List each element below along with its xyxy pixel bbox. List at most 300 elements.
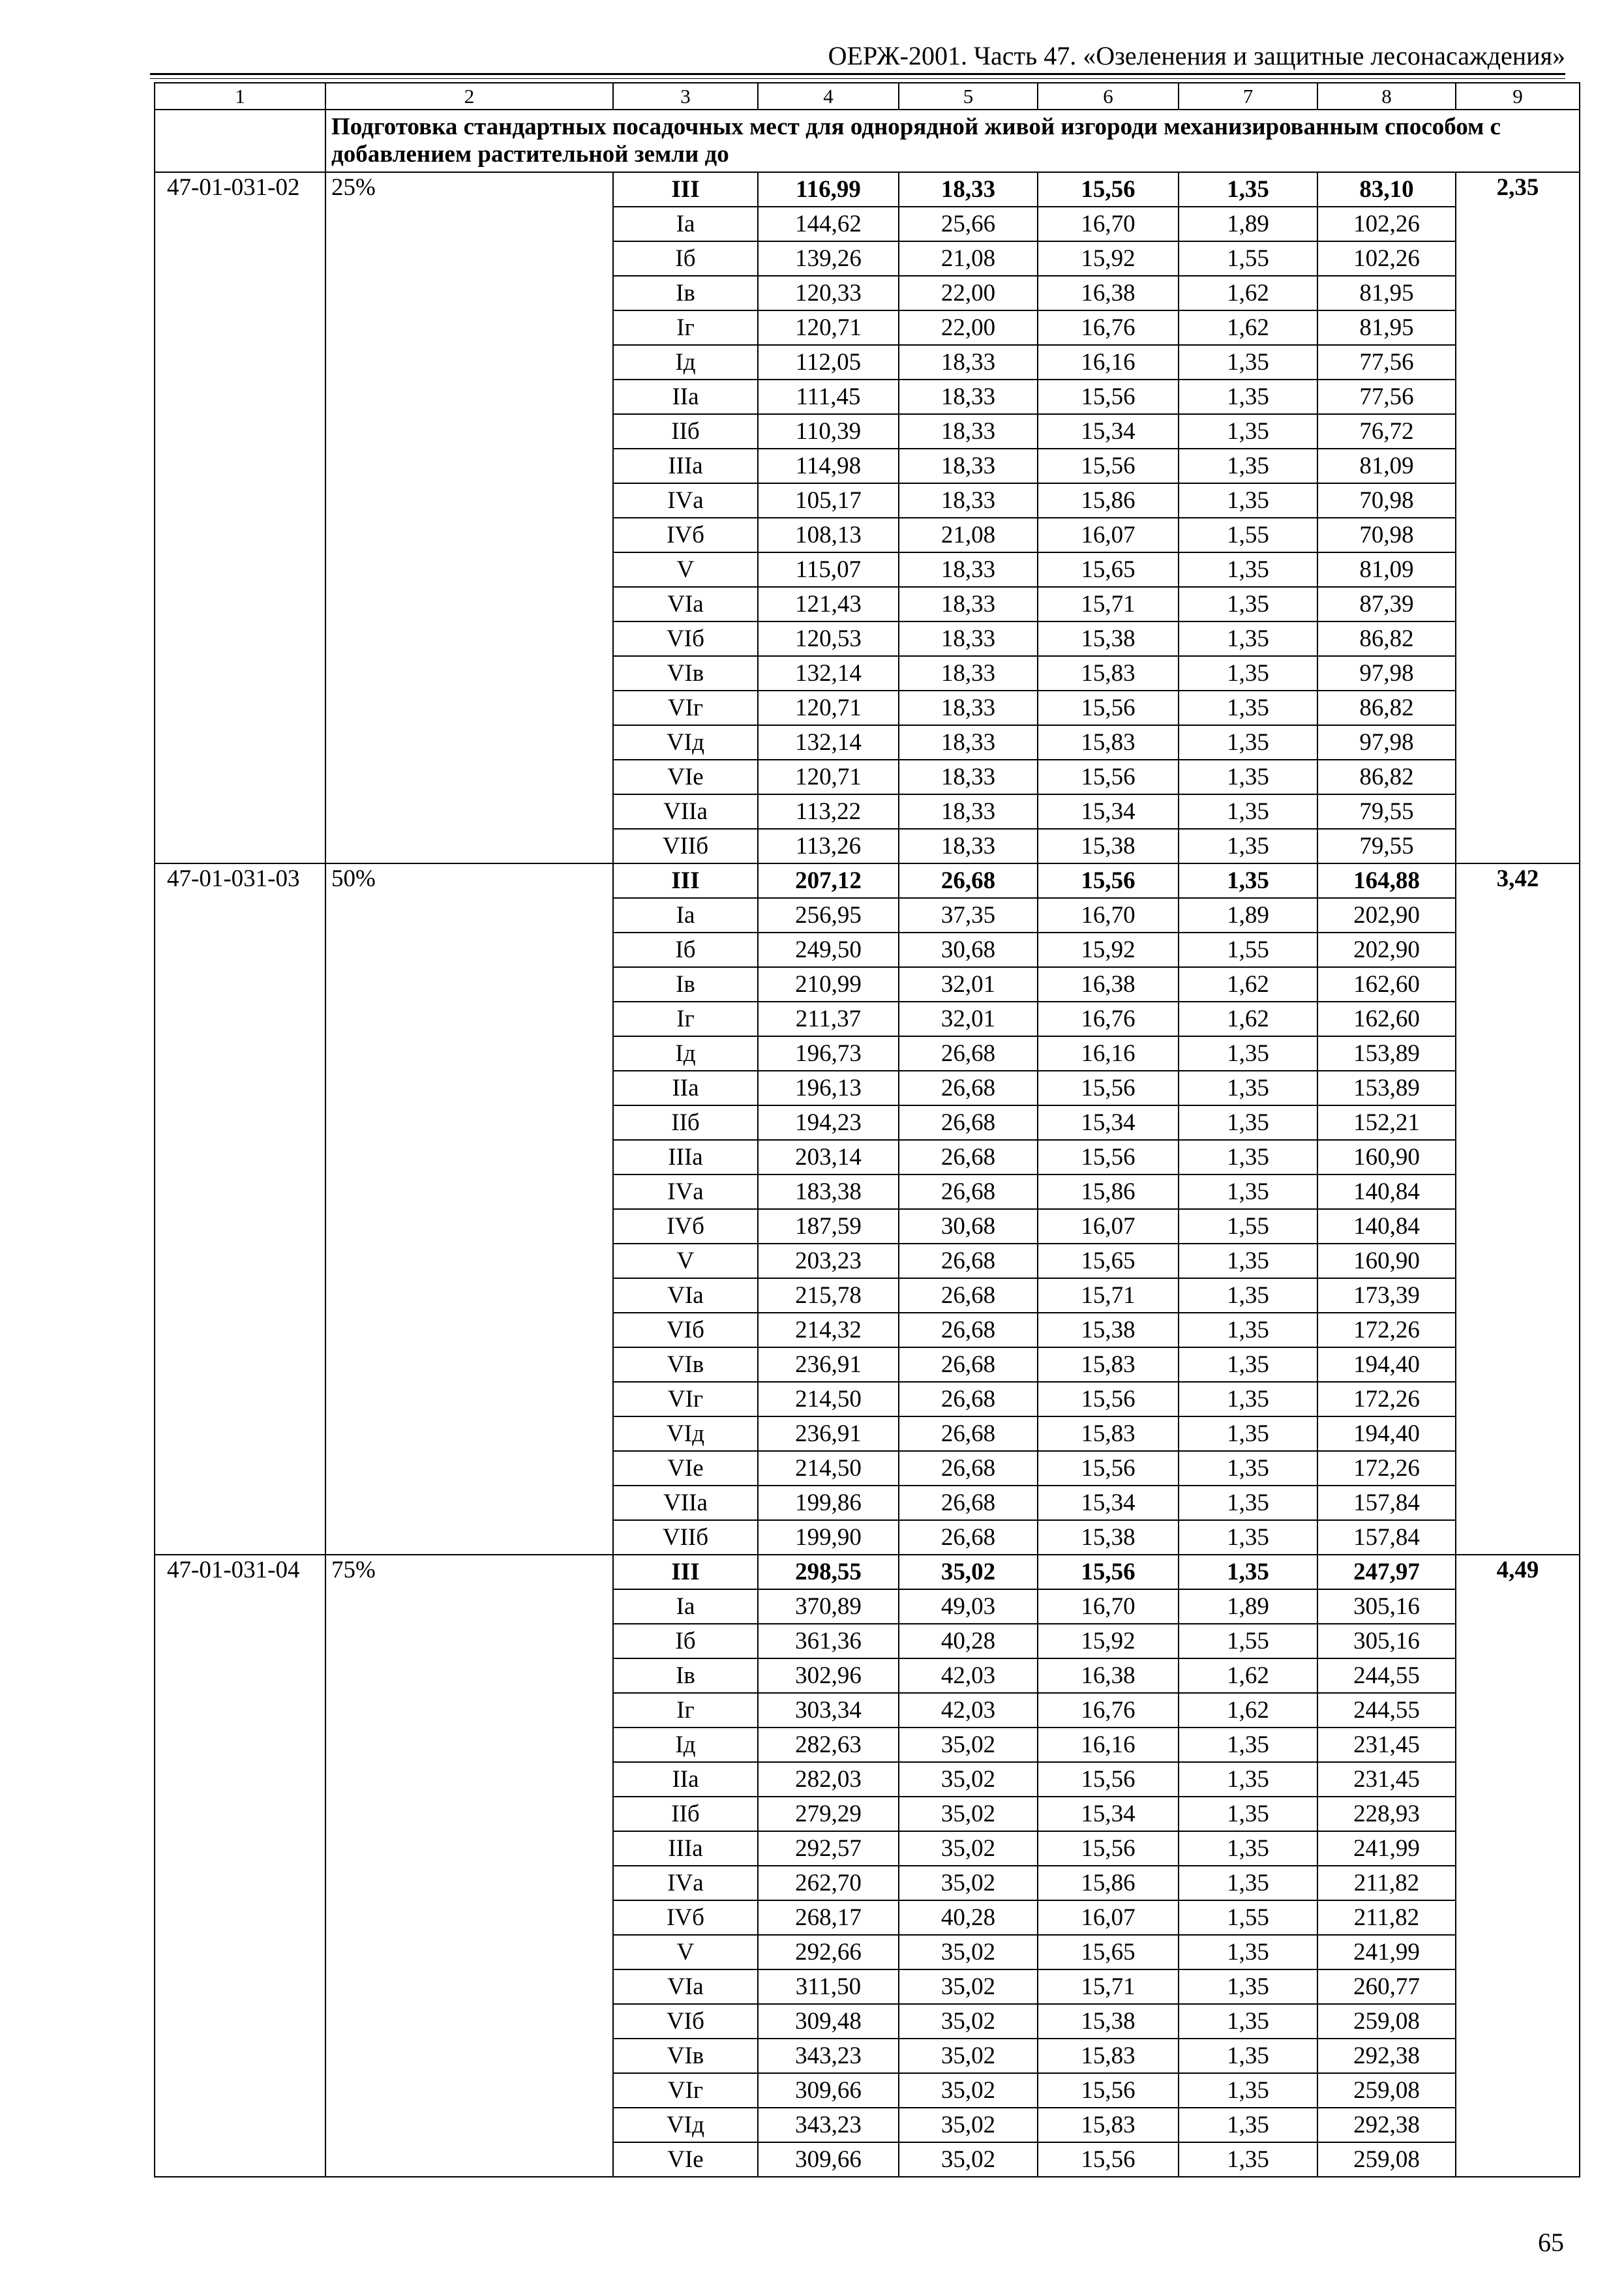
zone-cell: IVа	[613, 1174, 758, 1209]
zone-cell: IVб	[613, 518, 758, 552]
value-cell: 115,07	[758, 552, 899, 587]
value-cell: 120,33	[758, 276, 899, 310]
empty-cell	[1456, 552, 1580, 587]
value-cell: 1,35	[1179, 1382, 1317, 1416]
value-cell: 18,33	[899, 829, 1038, 863]
value-cell: 70,98	[1317, 518, 1456, 552]
value-cell: 15,34	[1038, 1105, 1179, 1140]
table-row	[155, 1520, 1580, 1555]
empty-cell	[1456, 1969, 1580, 2004]
empty-cell	[325, 1209, 613, 1244]
empty-cell	[325, 345, 613, 380]
empty-cell	[1456, 518, 1580, 552]
value-cell: 231,45	[1317, 1762, 1456, 1797]
value-cell: 1,35	[1179, 1347, 1317, 1382]
zone-cell: VIг	[613, 1382, 758, 1416]
table-row	[155, 1486, 1580, 1520]
value-cell: 18,33	[899, 656, 1038, 691]
value-cell: 114,98	[758, 449, 899, 483]
empty-cell	[1456, 2004, 1580, 2039]
value-cell: 268,17	[758, 1900, 899, 1935]
value-cell: 160,90	[1317, 1244, 1456, 1278]
empty-cell	[325, 1036, 613, 1071]
value-cell: 1,62	[1179, 310, 1317, 345]
value-cell: 152,21	[1317, 1105, 1456, 1140]
zone-cell: VIв	[613, 2039, 758, 2073]
value-cell: 26,68	[899, 863, 1038, 898]
value-cell: 81,95	[1317, 310, 1456, 345]
empty-cell	[155, 1624, 325, 1658]
table-row	[155, 656, 1580, 691]
empty-cell	[325, 1900, 613, 1935]
empty-cell	[325, 1866, 613, 1900]
value-cell: 16,07	[1038, 518, 1179, 552]
value-cell: 262,70	[758, 1866, 899, 1900]
empty-cell	[155, 1416, 325, 1451]
value-cell: 311,50	[758, 1969, 899, 2004]
value-cell: 1,62	[1179, 1658, 1317, 1693]
value-cell: 16,07	[1038, 1209, 1179, 1244]
value-cell: 157,84	[1317, 1486, 1456, 1520]
empty-cell	[325, 1174, 613, 1209]
zone-cell: VIIа	[613, 1486, 758, 1520]
value-cell: 211,82	[1317, 1900, 1456, 1935]
zone-cell: Iа	[613, 1589, 758, 1624]
value-cell: 343,23	[758, 2108, 899, 2142]
empty-cell	[1456, 2142, 1580, 2177]
empty-cell	[1456, 967, 1580, 1002]
value-cell: 15,34	[1038, 794, 1179, 829]
empty-cell	[1456, 1036, 1580, 1071]
value-cell: 18,33	[899, 172, 1038, 207]
value-cell: 30,68	[899, 933, 1038, 967]
zone-cell: VIIб	[613, 829, 758, 863]
empty-cell	[155, 725, 325, 760]
value-cell: 259,08	[1317, 2142, 1456, 2177]
value-cell: 113,22	[758, 794, 899, 829]
value-cell: 76,72	[1317, 414, 1456, 449]
value-cell: 15,34	[1038, 1486, 1179, 1520]
empty-cell	[155, 2004, 325, 2039]
empty-cell	[1456, 1762, 1580, 1797]
running-title: ОЕРЖ-2001. Часть 47. «Озеленения и защитные лесонасаждения»	[828, 41, 1565, 70]
value-cell: 15,38	[1038, 829, 1179, 863]
value-cell: 22,00	[899, 276, 1038, 310]
value-cell: 15,65	[1038, 1935, 1179, 1969]
empty-cell	[155, 794, 325, 829]
value-cell: 309,66	[758, 2073, 899, 2108]
value-cell: 1,35	[1179, 725, 1317, 760]
empty-cell	[1456, 1244, 1580, 1278]
value-cell: 16,70	[1038, 898, 1179, 933]
zone-cell: Iд	[613, 345, 758, 380]
zone-cell: VIб	[613, 2004, 758, 2039]
zone-cell: VIд	[613, 1416, 758, 1451]
empty-cell	[325, 1589, 613, 1624]
value-cell: 18,33	[899, 380, 1038, 414]
empty-cell	[155, 1140, 325, 1174]
empty-cell	[1456, 898, 1580, 933]
value-cell: 1,35	[1179, 863, 1317, 898]
zone-cell: Iб	[613, 1624, 758, 1658]
value-cell: 15,83	[1038, 2039, 1179, 2073]
empty-cell	[1456, 1209, 1580, 1244]
empty-cell	[155, 1002, 325, 1036]
empty-cell	[325, 518, 613, 552]
empty-cell	[1456, 1002, 1580, 1036]
value-cell: 40,28	[899, 1900, 1038, 1935]
value-cell: 1,35	[1179, 794, 1317, 829]
empty-cell	[155, 656, 325, 691]
empty-cell	[325, 933, 613, 967]
zone-cell: VIб	[613, 621, 758, 656]
value-cell: 199,86	[758, 1486, 899, 1520]
zone-cell: IIа	[613, 1071, 758, 1105]
zone-cell: VIIб	[613, 1520, 758, 1555]
empty-cell	[1456, 760, 1580, 794]
zone-cell: V	[613, 1244, 758, 1278]
empty-cell	[325, 1416, 613, 1451]
empty-cell	[325, 1244, 613, 1278]
value-cell: 305,16	[1317, 1624, 1456, 1658]
empty-cell	[325, 967, 613, 1002]
rate-code: 47-01-031-03	[155, 863, 325, 898]
empty-cell	[155, 1209, 325, 1244]
value-cell: 1,55	[1179, 1900, 1317, 1935]
empty-cell	[325, 1382, 613, 1416]
zone-cell: IIIа	[613, 1140, 758, 1174]
zone-cell: IIа	[613, 380, 758, 414]
empty-cell	[1456, 1278, 1580, 1313]
table-row	[155, 2039, 1580, 2073]
value-cell: 81,09	[1317, 552, 1456, 587]
zone-cell: V	[613, 1935, 758, 1969]
value-cell: 111,45	[758, 380, 899, 414]
empty-cell	[1456, 691, 1580, 725]
value-cell: 1,89	[1179, 207, 1317, 241]
value-cell: 15,38	[1038, 1313, 1179, 1347]
empty-cell	[325, 483, 613, 518]
empty-cell	[325, 2073, 613, 2108]
value-cell: 77,56	[1317, 380, 1456, 414]
zone-cell: VIа	[613, 1969, 758, 2004]
zone-cell: VIд	[613, 725, 758, 760]
value-cell: 172,26	[1317, 1382, 1456, 1416]
empty-cell	[325, 760, 613, 794]
zone-cell: Iб	[613, 241, 758, 276]
empty-cell	[1456, 207, 1580, 241]
empty-cell	[1456, 621, 1580, 656]
empty-cell	[155, 933, 325, 967]
empty-cell	[325, 898, 613, 933]
value-cell: 77,56	[1317, 345, 1456, 380]
empty-cell	[1456, 1520, 1580, 1555]
zone-cell: Iд	[613, 1036, 758, 1071]
value-cell: 18,33	[899, 449, 1038, 483]
empty-cell	[325, 1105, 613, 1140]
empty-cell	[155, 414, 325, 449]
value-cell: 15,83	[1038, 1347, 1179, 1382]
table-row	[155, 552, 1580, 587]
empty-cell	[325, 794, 613, 829]
value-cell: 1,35	[1179, 760, 1317, 794]
value-cell: 15,65	[1038, 552, 1179, 587]
value-cell: 97,98	[1317, 656, 1456, 691]
value-cell: 86,82	[1317, 691, 1456, 725]
empty-cell	[325, 2004, 613, 2039]
value-cell: 21,08	[899, 241, 1038, 276]
value-cell: 15,56	[1038, 1762, 1179, 1797]
value-cell: 15,86	[1038, 1866, 1179, 1900]
value-cell: 1,35	[1179, 1313, 1317, 1347]
zone-cell: Iг	[613, 310, 758, 345]
value-cell: 15,83	[1038, 1416, 1179, 1451]
value-cell: 18,33	[899, 414, 1038, 449]
value-cell: 26,68	[899, 1278, 1038, 1313]
empty-cell	[155, 518, 325, 552]
empty-cell	[155, 380, 325, 414]
empty-cell	[325, 449, 613, 483]
value-cell: 35,02	[899, 1797, 1038, 1831]
empty-cell	[1456, 241, 1580, 276]
value-cell: 113,26	[758, 829, 899, 863]
value-cell: 108,13	[758, 518, 899, 552]
value-cell: 164,88	[1317, 863, 1456, 898]
value-cell: 40,28	[899, 1624, 1038, 1658]
empty-cell	[1456, 414, 1580, 449]
empty-cell	[1456, 1416, 1580, 1451]
table-row	[155, 1831, 1580, 1866]
empty-cell	[325, 1347, 613, 1382]
empty-cell	[155, 760, 325, 794]
column-number: 8	[1317, 83, 1456, 110]
value-cell: 26,68	[899, 1244, 1038, 1278]
empty-cell	[155, 449, 325, 483]
rate-code: 47-01-031-02	[155, 172, 325, 207]
empty-cell	[1456, 1451, 1580, 1486]
value-cell: 35,02	[899, 1831, 1038, 1866]
value-cell: 49,03	[899, 1589, 1038, 1624]
value-cell: 1,35	[1179, 1140, 1317, 1174]
value-cell: 1,35	[1179, 380, 1317, 414]
value-cell: 35,02	[899, 2039, 1038, 2073]
value-cell: 259,08	[1317, 2004, 1456, 2039]
value-cell: 81,09	[1317, 449, 1456, 483]
value-cell: 15,86	[1038, 483, 1179, 518]
empty-cell	[155, 1589, 325, 1624]
empty-cell	[155, 1935, 325, 1969]
column-number: 5	[899, 83, 1038, 110]
empty-cell	[325, 1935, 613, 1969]
value-cell: 214,50	[758, 1382, 899, 1416]
value-cell: 112,05	[758, 345, 899, 380]
value-cell: 309,48	[758, 2004, 899, 2039]
value-cell: 1,35	[1179, 1071, 1317, 1105]
value-cell: 256,95	[758, 898, 899, 933]
table-row	[155, 1935, 1580, 1969]
empty-cell	[155, 310, 325, 345]
value-cell: 16,76	[1038, 1693, 1179, 1728]
value-cell: 102,26	[1317, 207, 1456, 241]
value-cell: 15,56	[1038, 380, 1179, 414]
empty-cell	[325, 380, 613, 414]
value-cell: 16,76	[1038, 310, 1179, 345]
column-9-value: 3,42	[1456, 863, 1580, 898]
empty-cell	[1456, 587, 1580, 621]
value-cell: 35,02	[899, 1935, 1038, 1969]
value-cell: 1,55	[1179, 1624, 1317, 1658]
zone-cell: IIIа	[613, 449, 758, 483]
empty-cell	[155, 1036, 325, 1071]
zone-cell: V	[613, 552, 758, 587]
section-title-spacer	[155, 110, 325, 172]
empty-cell	[155, 1693, 325, 1728]
empty-cell	[1456, 1693, 1580, 1728]
empty-cell	[1456, 1174, 1580, 1209]
value-cell: 30,68	[899, 1209, 1038, 1244]
value-cell: 1,35	[1179, 1278, 1317, 1313]
value-cell: 1,62	[1179, 1693, 1317, 1728]
value-cell: 15,56	[1038, 691, 1179, 725]
table-row	[155, 207, 1580, 241]
value-cell: 18,33	[899, 725, 1038, 760]
table-row-base	[155, 863, 1580, 898]
empty-cell	[325, 1762, 613, 1797]
empty-cell	[155, 1174, 325, 1209]
value-cell: 15,34	[1038, 414, 1179, 449]
empty-cell	[155, 587, 325, 621]
value-cell: 26,68	[899, 1451, 1038, 1486]
empty-cell	[325, 829, 613, 863]
value-cell: 292,66	[758, 1935, 899, 1969]
empty-cell	[1456, 1313, 1580, 1347]
table-row	[155, 1762, 1580, 1797]
value-cell: 35,02	[899, 1866, 1038, 1900]
empty-cell	[155, 1797, 325, 1831]
table-row	[155, 725, 1580, 760]
value-cell: 162,60	[1317, 1002, 1456, 1036]
value-cell: 35,02	[899, 2004, 1038, 2039]
value-cell: 26,68	[899, 1520, 1038, 1555]
empty-cell	[325, 1693, 613, 1728]
table-row	[155, 2073, 1580, 2108]
value-cell: 70,98	[1317, 483, 1456, 518]
zone-cell: Iв	[613, 967, 758, 1002]
zone-cell: Iа	[613, 898, 758, 933]
value-cell: 1,35	[1179, 345, 1317, 380]
table-row	[155, 1451, 1580, 1486]
value-cell: 196,13	[758, 1071, 899, 1105]
value-cell: 203,14	[758, 1140, 899, 1174]
zone-cell: IVб	[613, 1209, 758, 1244]
empty-cell	[325, 587, 613, 621]
value-cell: 15,56	[1038, 760, 1179, 794]
value-cell: 35,02	[899, 1728, 1038, 1762]
empty-cell	[1456, 725, 1580, 760]
value-cell: 1,35	[1179, 1866, 1317, 1900]
value-cell: 279,29	[758, 1797, 899, 1831]
table-row	[155, 933, 1580, 967]
value-cell: 15,56	[1038, 863, 1179, 898]
value-cell: 305,16	[1317, 1589, 1456, 1624]
empty-cell	[155, 241, 325, 276]
value-cell: 194,40	[1317, 1416, 1456, 1451]
value-cell: 97,98	[1317, 725, 1456, 760]
value-cell: 302,96	[758, 1658, 899, 1693]
value-cell: 160,90	[1317, 1140, 1456, 1174]
zone-cell: VIг	[613, 2073, 758, 2108]
empty-cell	[155, 483, 325, 518]
value-cell: 1,35	[1179, 2108, 1317, 2142]
zone-cell: VIб	[613, 1313, 758, 1347]
zone-cell: VIIа	[613, 794, 758, 829]
empty-cell	[155, 1728, 325, 1762]
empty-cell	[1456, 310, 1580, 345]
value-cell: 16,76	[1038, 1002, 1179, 1036]
zone-cell: Iг	[613, 1693, 758, 1728]
table-row	[155, 241, 1580, 276]
zone-cell: III	[613, 1555, 758, 1589]
value-cell: 26,68	[899, 1486, 1038, 1520]
value-cell: 1,35	[1179, 1555, 1317, 1589]
empty-cell	[1456, 1658, 1580, 1693]
value-cell: 26,68	[899, 1105, 1038, 1140]
value-cell: 211,37	[758, 1002, 899, 1036]
value-cell: 15,92	[1038, 1624, 1179, 1658]
empty-cell	[1456, 829, 1580, 863]
value-cell: 35,02	[899, 1969, 1038, 2004]
empty-cell	[325, 1624, 613, 1658]
value-cell: 35,02	[899, 2108, 1038, 2142]
column-number: 3	[613, 83, 758, 110]
empty-cell	[155, 967, 325, 1002]
value-cell: 228,93	[1317, 1797, 1456, 1831]
value-cell: 16,16	[1038, 1728, 1179, 1762]
zone-cell: III	[613, 172, 758, 207]
value-cell: 1,62	[1179, 967, 1317, 1002]
value-cell: 1,55	[1179, 241, 1317, 276]
value-cell: 1,35	[1179, 552, 1317, 587]
empty-cell	[325, 2108, 613, 2142]
table-row-base	[155, 1555, 1580, 1589]
table-row	[155, 1071, 1580, 1105]
table-row	[155, 1866, 1580, 1900]
empty-cell	[1456, 656, 1580, 691]
soil-percent: 50%	[325, 863, 613, 898]
value-cell: 16,38	[1038, 1658, 1179, 1693]
table-row	[155, 1140, 1580, 1174]
empty-cell	[155, 1071, 325, 1105]
value-cell: 42,03	[899, 1658, 1038, 1693]
value-cell: 15,92	[1038, 933, 1179, 967]
table-row	[155, 449, 1580, 483]
empty-cell	[155, 1278, 325, 1313]
value-cell: 18,33	[899, 794, 1038, 829]
value-cell: 102,26	[1317, 241, 1456, 276]
empty-cell	[1456, 1486, 1580, 1520]
value-cell: 15,83	[1038, 725, 1179, 760]
value-cell: 1,35	[1179, 1797, 1317, 1831]
empty-cell	[1456, 1382, 1580, 1416]
column-number: 9	[1456, 83, 1580, 110]
value-cell: 16,16	[1038, 345, 1179, 380]
value-cell: 16,38	[1038, 967, 1179, 1002]
value-cell: 1,35	[1179, 1831, 1317, 1866]
value-cell: 1,35	[1179, 1174, 1317, 1209]
zone-cell: III	[613, 863, 758, 898]
table-row	[155, 2108, 1580, 2142]
table-row	[155, 1797, 1580, 1831]
